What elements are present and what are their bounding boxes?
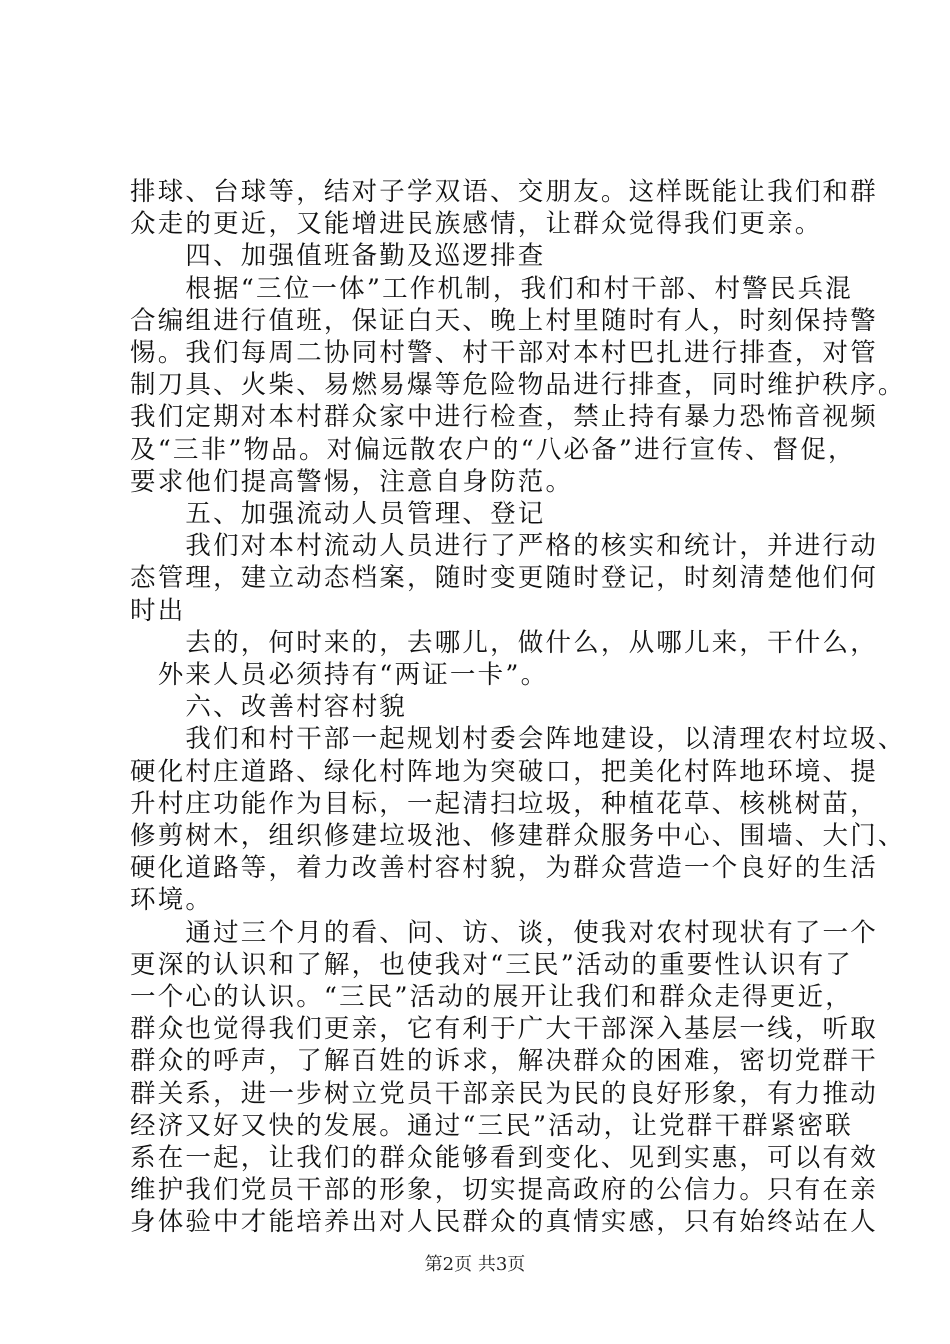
body-line: 要求他们提高警惕，注意自身防范。 <box>130 466 574 497</box>
body-line: 系在一起，让我们的群众能够看到变化、见到实惠，可以有效 <box>130 1143 878 1173</box>
body-line: 我们和村干部一起规划村委会阵地建设，以清理农村垃圾、 <box>130 724 906 755</box>
body-line: 时出 <box>130 595 186 626</box>
body-line: 升村庄功能作为目标，一起清扫垃圾，种植花草、核桃树苗， <box>130 788 878 819</box>
section-heading: 四、加强值班备勤及巡逻排查 <box>130 241 546 272</box>
body-line: 通过三个月的看、问、访、谈，使我对农村现状有了一个 <box>130 917 878 948</box>
body-line: 合编组进行值班，保证白天、晚上村里随时有人，时刻保持警 <box>130 305 878 336</box>
body-line: 众走的更近，又能增进民族感情，让群众觉得我们更亲。 <box>130 209 823 240</box>
body-line: 排球、台球等，结对子学双语、交朋友。这样既能让我们和群 <box>130 177 878 207</box>
body-line: 一个心的认识。“三民”活动的展开让我们和群众走得更近， <box>130 982 853 1012</box>
body-line: 我们定期对本村群众家中进行检查，禁止持有暴力恐怖音视频 <box>130 402 878 433</box>
body-line: 经济又好又快的发展。通过“三民”活动，让党群干群紧密联 <box>130 1110 853 1141</box>
body-line: 外来人员必须持有“两证一卡”。 <box>130 660 549 690</box>
section-heading: 五、加强流动人员管理、登记 <box>130 499 546 529</box>
body-line: 制刀具、火柴、易燃易爆等危险物品进行排查，同时维护秩序。 <box>130 370 906 401</box>
body-line: 群关系，进一步树立党员干部亲民为民的良好形象，有力推动 <box>130 1078 878 1109</box>
body-line: 惕。我们每周二协同村警、村干部对本村巴扎进行排查，对管 <box>130 338 878 368</box>
section-heading: 六、改善村容村貌 <box>130 692 408 723</box>
page-number-footer: 第2页 共3页 <box>424 1254 526 1276</box>
body-line: 维护我们党员干部的形象，切实提高政府的公信力。只有在亲 <box>130 1175 878 1206</box>
body-line: 态管理，建立动态档案，随时变更随时登记，时刻清楚他们何 <box>130 563 878 594</box>
body-line: 修剪树木，组织修建垃圾池、修建群众服务中心、围墙、大门、 <box>130 821 906 851</box>
body-line: 硬化道路等，着力改善村容村貌，为群众营造一个良好的生活 <box>130 853 878 884</box>
body-line: 我们对本村流动人员进行了严格的核实和统计，并进行动 <box>130 531 878 562</box>
body-line: 去的，何时来的，去哪儿，做什么，从哪儿来，干什么， <box>130 627 878 658</box>
body-line: 环境。 <box>130 885 214 916</box>
body-line: 群众也觉得我们更亲，它有利于广大干部深入基层一线，听取 <box>130 1014 878 1045</box>
body-line: 及“三非”物品。对偏远散农户的“八必备”进行宣传、督促， <box>130 434 856 465</box>
body-line: 硬化村庄道路、绿化村阵地为突破口，把美化村阵地环境、提 <box>130 756 878 787</box>
body-line: 身体验中才能培养出对人民群众的真情实感，只有始终站在人 <box>130 1207 878 1238</box>
body-line: 群众的呼声，了解百姓的诉求，解决群众的困难，密切党群干 <box>130 1046 878 1077</box>
body-line: 更深的认识和了解，也使我对“三民”活动的重要性认识有了 <box>130 949 853 980</box>
body-line: 根据“三位一体”工作机制，我们和村干部、村警民兵混 <box>130 273 853 304</box>
